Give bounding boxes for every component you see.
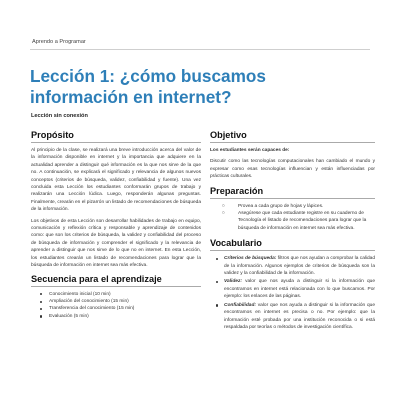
secuencia-section [31, 274, 201, 321]
preparacion-item [222, 203, 375, 210]
vocab-definition: valor que nos ayuda a distinguir si la información que encontramos en internet está relacionada con lo que buscamos. Por ejemplo: los enlaces de las páginas. [224, 279, 375, 300]
secuencia-item: Conocimiento inicial (10 min) [49, 291, 201, 298]
vocab-item [224, 302, 375, 332]
proposito-paragraph-1: Al principio de la clase, se realizará una breve introducción acerca del valor de la información disponible en internet y la importancia que adquiere en la actualidad aprender a distinguir qué información es la que nos sirve de la que no. A continuación, se explicará el significado y relevancia de algunos nuevos conceptos (criterios de búsqueda, validez, confiabilidad y fuente). Una vez concluida esta Lección los estudiantes conformarán grupos de trabajo y realizarán una Lección lúdica. Luego, responderán algunas preguntas. Finalmente, crearán en el pizarrón un listado de recomendaciones de búsqueda de la información. [31, 148, 201, 213]
secuencia-list [31, 291, 201, 321]
objetivo-lead: Los estudiantes serán capaces de: [210, 148, 290, 153]
objetivo-section [210, 130, 375, 181]
vocab-item [224, 278, 375, 300]
secuencia-item: Evaluación (5 min) [49, 313, 201, 320]
proposito-heading: Propósito [31, 130, 74, 140]
vocabulario-list [210, 255, 375, 331]
section-divider [210, 142, 375, 143]
list-marker: ○ [222, 211, 225, 217]
header-label: Aprendo a Programar [32, 39, 86, 45]
vocabulario-section [210, 238, 375, 331]
secuencia-item: Ampliación del conocimiento (15 min) [49, 298, 201, 305]
list-marker: ○ [222, 203, 225, 209]
right-column [210, 130, 375, 332]
section-divider [210, 250, 375, 251]
preparacion-item-text: Asegúrese que cada estudiante registre en su cuaderno de Tecnología el listado de recomendaciones para lograr que la búsqueda de información en internet sea más efectiva. [238, 211, 367, 231]
objetivo-text: Discutir como las tecnologías computacionales han cambiado el mundo y expresar como esas tecnologías influencian y están influenciadas por prácticas culturales. [210, 159, 375, 180]
vocabulario-heading: Vocabulario [210, 238, 262, 249]
lesson-subtitle: Lección sin conexión [31, 113, 88, 119]
header-divider [30, 49, 370, 50]
section-divider [31, 286, 201, 287]
lesson-title: Lección 1: ¿cómo buscamos información en internet? [30, 66, 266, 107]
secuencia-item: Transferencia del conocimiento (15 min) [49, 305, 201, 312]
objetivo-heading: Objetivo [210, 130, 247, 140]
preparacion-heading: Preparación [210, 185, 264, 196]
vocab-term: Confiabilidad: [224, 302, 256, 308]
section-divider [210, 198, 375, 199]
section-divider [31, 142, 201, 143]
proposito-section [31, 130, 201, 270]
secuencia-heading: Secuencia para el aprendizaje [31, 273, 162, 284]
preparacion-item [222, 210, 375, 232]
vocab-term: Validez: [224, 279, 242, 285]
vocab-term: Criterios de búsqueda: [224, 256, 277, 262]
left-column [31, 130, 201, 320]
vocab-item [224, 255, 375, 277]
proposito-paragraph-2: Los objetivos de esta Lección son desarrollar habilidades de trabajo en equipo, comunicación y reflexión crítica y responsable y aprendizaje de contenidos como: que son los criterios de búsqueda, la validez y confiabilidad del proceso de búsqueda de información y comprender el significado y la relevancia de aprender a distinguir que nos sirve de lo que no en internet. En esta Lección, los estudiantes crearán un listado de recomendaciones para lograr que la búsqueda de información en internet sea más efectiva. [31, 218, 201, 269]
preparacion-list [210, 203, 375, 233]
preparacion-item-text: Provea a cada grupo de hojas y lápices. [238, 203, 324, 209]
vocab-definition: valor que nos ayuda a distinguir si la información que encontramos en internet es precisa o no. Por ejemplo: que la información esté probada por una institución reconocida o si está respaldada por teorías o métodos de investigación científica. [224, 302, 375, 330]
vocab-definition: filtros que nos ayudan a comprobar la calidad de la información. Algunos ejemplos de criterios de búsqueda son la validez y la confiabilidad de la información. [224, 256, 375, 277]
preparacion-section [210, 186, 375, 233]
